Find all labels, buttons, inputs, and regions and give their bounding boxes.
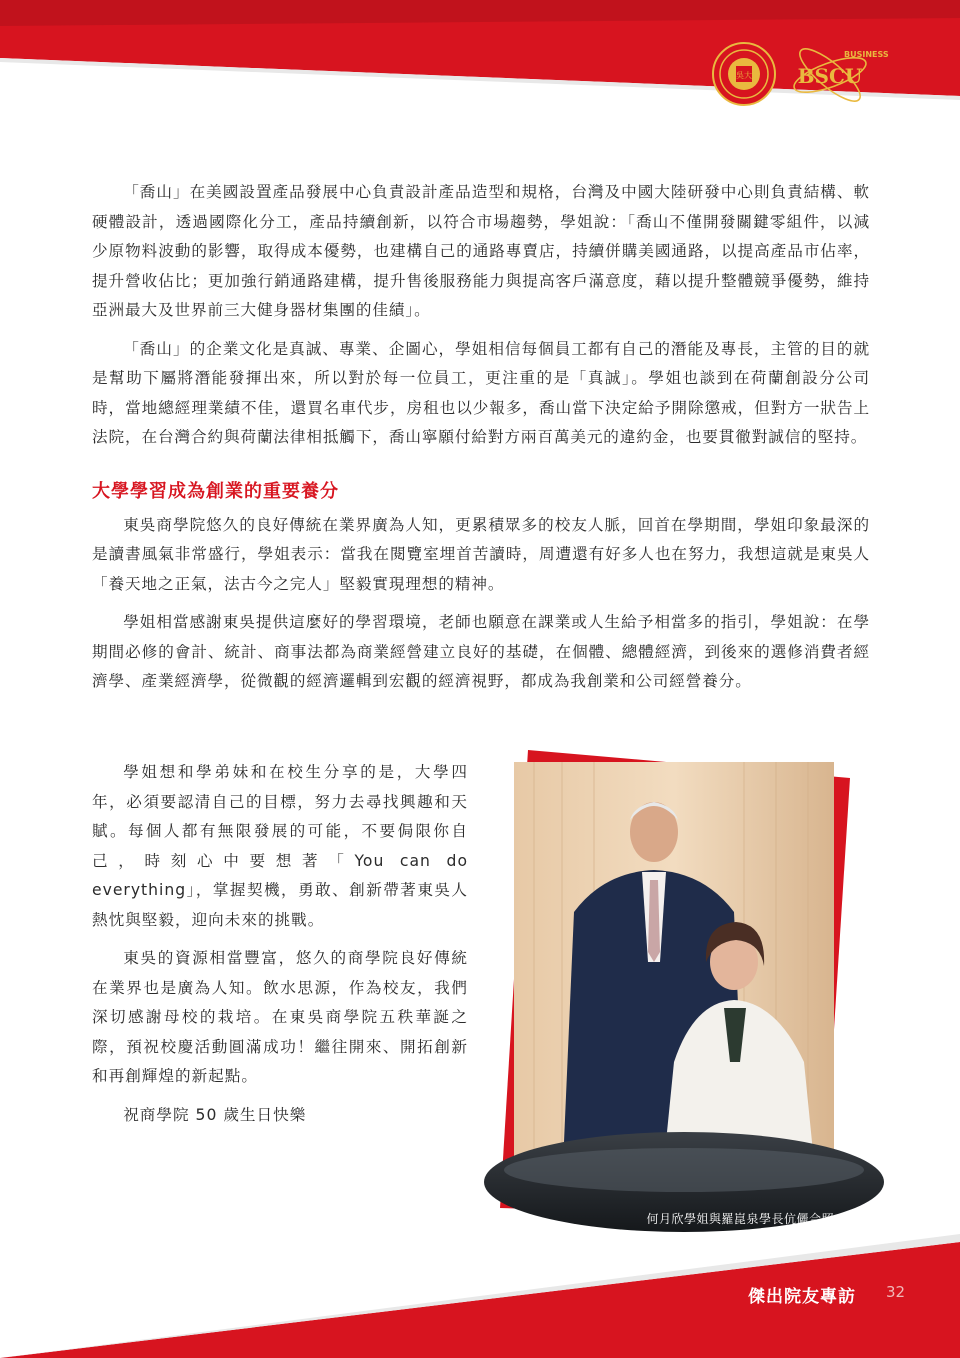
university-seal-logo: [712, 42, 776, 106]
couple-photo: [514, 762, 834, 1207]
bscu-text: BSCU: [797, 64, 863, 88]
footer-section-title: 傑出院友專訪: [748, 1287, 856, 1307]
photo-frame: [500, 750, 850, 1218]
bscu-brand-logo: [788, 45, 889, 103]
section-heading: 大學學習成為創業的重要養分: [92, 480, 339, 502]
seal-text: 東吳大學: [728, 71, 760, 80]
article-body: [92, 178, 870, 706]
photo-caption: 何月欣學姐與羅崑泉學長伉儷合照: [646, 1212, 834, 1226]
header-logos: [712, 42, 889, 106]
paragraph-5: 學姐想和學弟妹和在校生分享的是，大學四年，必須要認清自己的目標，努力去尋找興趣和天賦。每個人都有無限發展的可能，不要侷限你自己，時刻心中要想著「You can do everything」，掌握契機，勇敢、創新帶著東吳人熱忱與堅毅，迎向未來的挑戰。: [92, 763, 468, 929]
page-number: 32: [886, 1283, 906, 1301]
paragraph-3: 東吳商學院悠久的良好傳統在業界廣為人知，更累積眾多的校友人脈，回首在學期間，學姐印象最深的是讀書風氣非常盛行，學姐表示：當我在閱覽室埋首苦讀時，周遭還有好多人也在努力，我想這就是東吳人「養天地之正氣，法古今之完人」堅毅實現理想的精神。: [92, 515, 870, 593]
paragraph-7: 祝商學院 50 歲生日快樂: [123, 1105, 307, 1124]
bscu-sub-text: BUSINESS: [844, 50, 889, 59]
left-column-text: [92, 758, 468, 1139]
paragraph-6: 東吳的資源相當豐富，悠久的商學院良好傳統在業界也是廣為人知。飲水思源，作為校友，我們深切感謝母校的栽培。在東吳商學院五秩華誕之際，預祝校慶活動圓滿成功！繼往開來、開拓創新和再創輝煌的新起點。: [92, 949, 468, 1085]
paragraph-1: 「喬山」在美國設置產品發展中心負責設計產品造型和規格，台灣及中國大陸研發中心則負責結構、軟硬體設計，透過國際化分工，產品持續創新，以符合市場趨勢，學姐說：「喬山不僅開發關鍵零組件，以減少原物料波動的影響，取得成本優勢，也建構自己的通路專賣店，持續併購美國通路，以提高產品市佔率，提升營收佔比；更加強行銷通路建構，提升售後服務能力與提高客戶滿意度，藉以提升整體競爭優勢，維持亞洲最大及世界前三大健身器材集團的佳績」。: [92, 183, 870, 319]
paragraph-4: 學姐相當感謝東吳提供這麼好的學習環境，老師也願意在課業或人生給予相當多的指引，學姐說：在學期間必修的會計、統計、商事法都為商業經營建立良好的基礎，在個體、總體經濟，到後來的選修消費者經濟學、產業經濟學，從微觀的經濟邏輯到宏觀的經濟視野，都成為我創業和公司經營養分。: [92, 613, 870, 690]
paragraph-2: 「喬山」的企業文化是真誠、專業、企圖心，學姐相信每個員工都有自己的潛能及專長，主管的目的就是幫助下屬將潛能發揮出來，所以對於每一位員工，更注重的是「真誠」。學姐也談到在荷蘭創設分公司時，當地總經理業績不佳，還買名車代步，房租也以少報多，喬山當下決定給予開除懲戒，但對方一狀告上法院，在台灣合約與荷蘭法律相抵觸下，喬山寧願付給對方兩百萬美元的違約金，也要貫徹對誠信的堅持。: [92, 339, 870, 446]
